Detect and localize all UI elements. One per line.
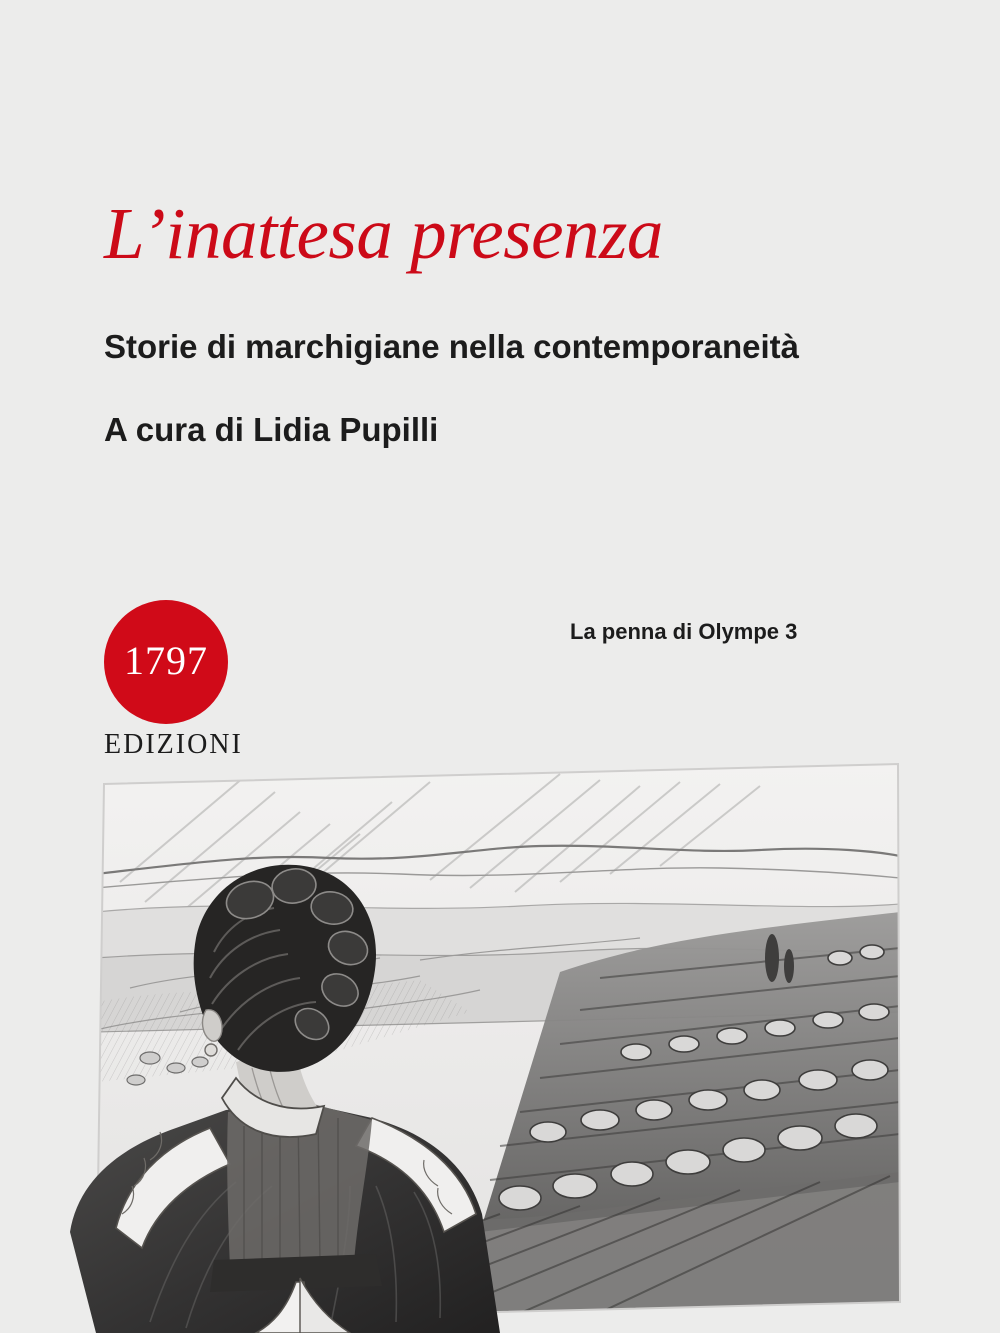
publisher-logo-year: 1797 <box>124 638 208 683</box>
book-subtitle: Storie di marchigiane nella contemporaneità <box>104 328 800 365</box>
publisher-logo <box>104 600 344 770</box>
publisher-logo-word: EDIZIONI <box>104 729 243 760</box>
book-editor: A cura di Lidia Pupilli <box>104 411 439 448</box>
cover-illustration <box>0 762 1000 1333</box>
page-title: L’inattesa presenza <box>104 193 663 274</box>
publisher-logo-circle <box>104 600 228 724</box>
series-label: La penna di Olympe 3 <box>570 619 798 644</box>
